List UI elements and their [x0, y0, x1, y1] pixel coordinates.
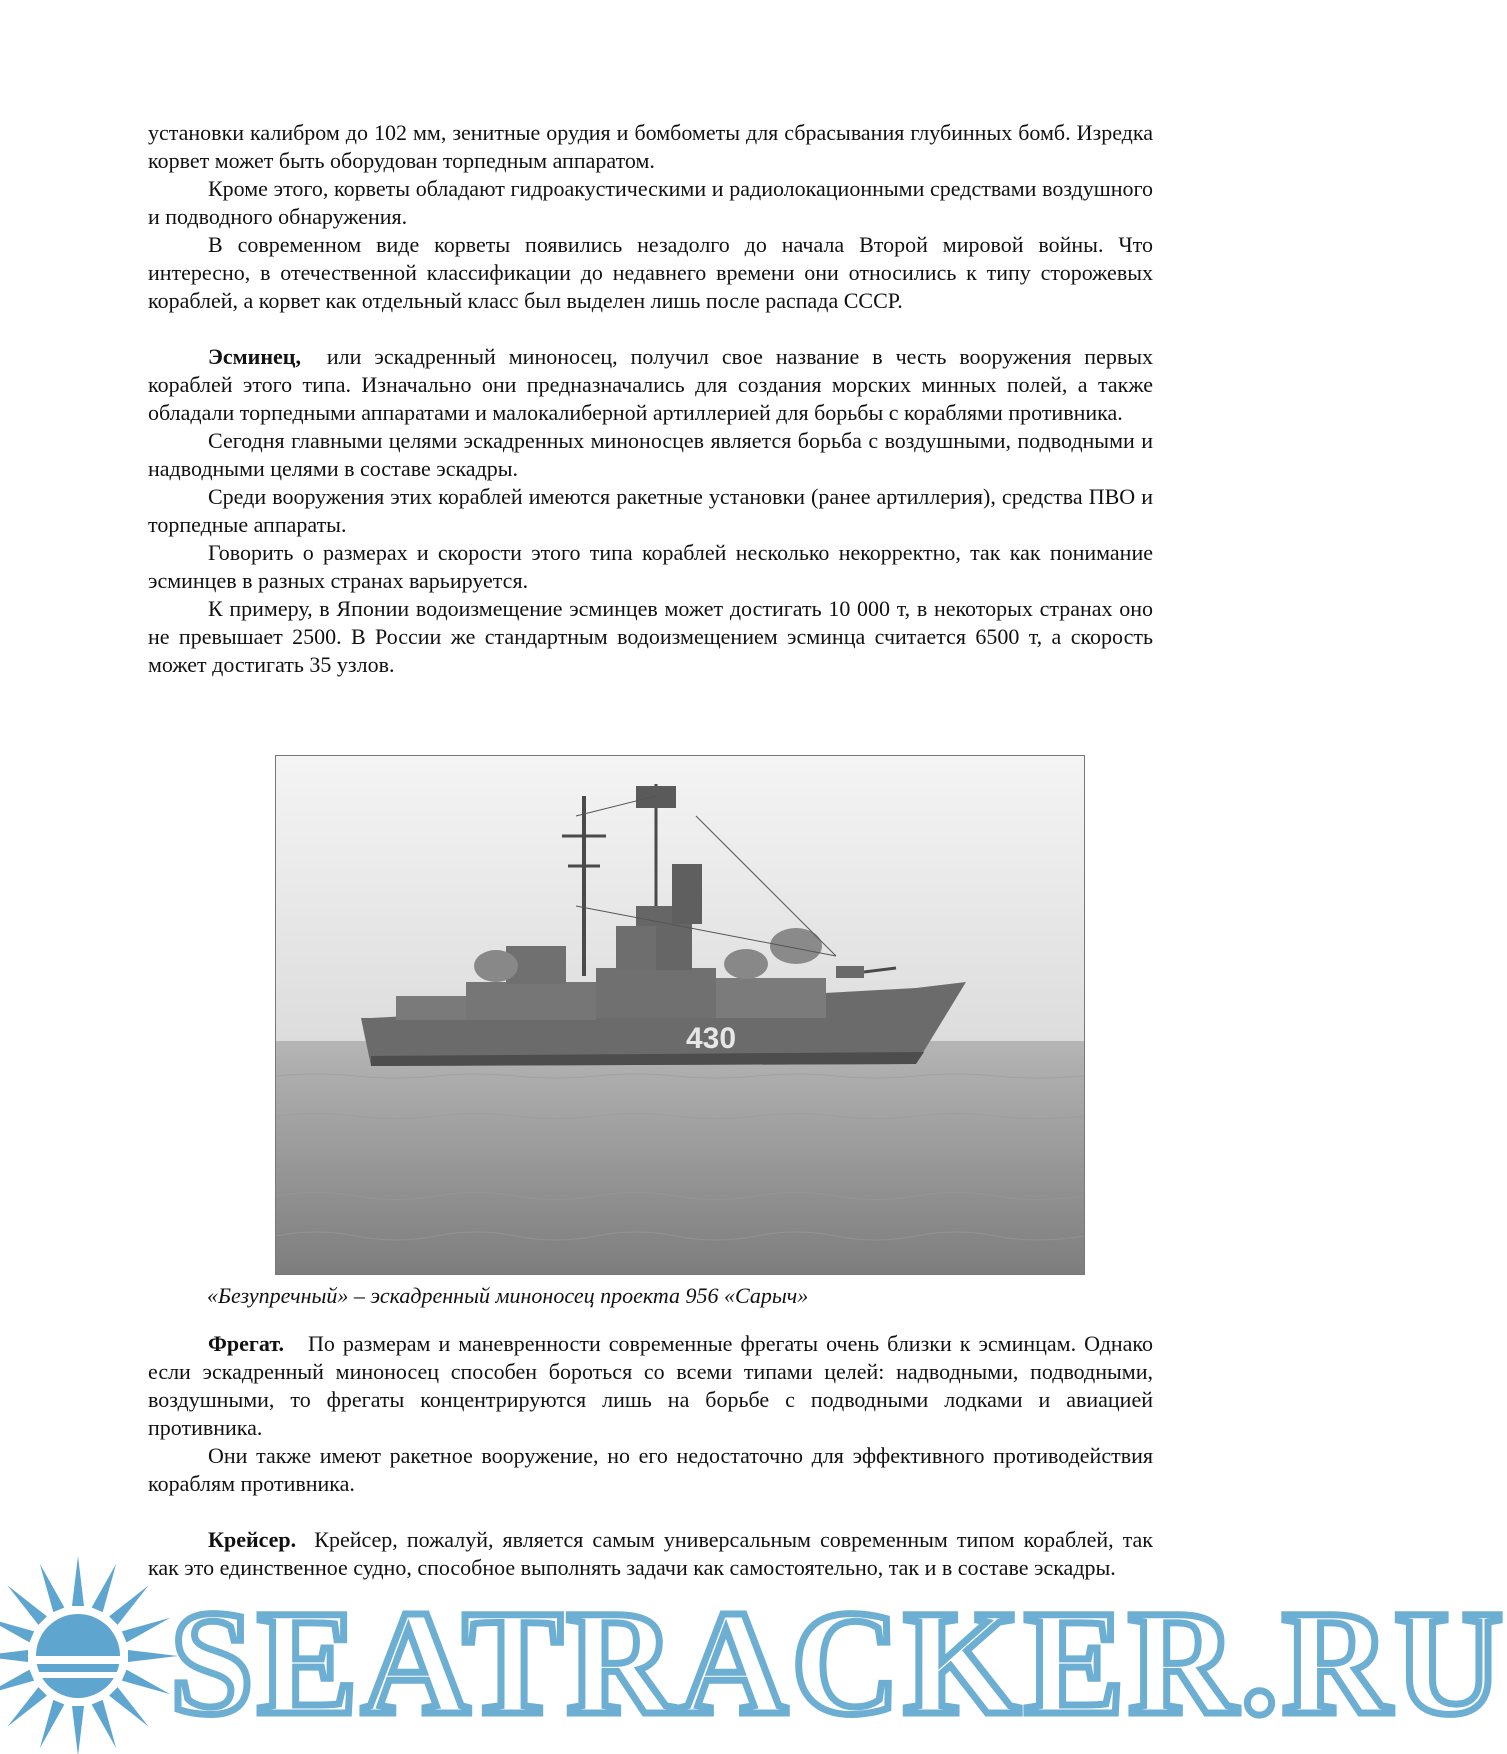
- destroyer-intro-text: или эскадренный миноносец, получил свое название в честь вооружения первых кораблей этого типа. Изначально они предназначались для создания морских минных полей, а также обладали торпедными аппаратами и малокалиберной артиллерией для борьбы с кораблями противника.: [148, 344, 1153, 425]
- term-cruiser: Крейсер.: [208, 1527, 297, 1552]
- photo-caption: «Безупречный» – эскадренный миноносец проекта 956 «Сарыч»: [207, 1283, 809, 1308]
- paragraph-frigate-weapons: Они также имеют ракетное вооружение, но его недостаточно для эффективного противодействия кораблям противника.: [148, 1443, 1153, 1496]
- paragraph-corvette-history: В современном виде корветы появились незадолго до начала Второй мировой войны. Что интересно, в отечественной классификации до недавнего времени они относились к типу сторожевых кораблей, а корвет как отдельный класс был выделен лишь после распада СССР.: [148, 232, 1153, 313]
- text-block-top: [148, 119, 1153, 679]
- hull-number: 430: [686, 1022, 737, 1055]
- text-block-bottom: [148, 1330, 1153, 1582]
- watermark-text: SEATRACKER.RU: [170, 1580, 1507, 1746]
- term-frigate: Фрегат.: [208, 1331, 284, 1356]
- paragraph-frigate-intro: [148, 1330, 1153, 1442]
- frigate-intro-text: По размерам и маневренности современные фрегаты очень близки к эсминцам. Однако если эскадренный миноносец способен бороться со всеми типами целей: надводными, подводными, воздушными, то фрегаты концентрируются лишь на борьбе с подводными лодками и авиацией противника.: [148, 1331, 1153, 1440]
- paragraph-destroyer-intro: [148, 343, 1153, 427]
- cruiser-intro-text: Крейсер, пожалуй, является самым универсальным современным типом кораблей, так как это единственное судно, способное выполнять задачи как самостоятельно, так и в составе эскадры.: [148, 1527, 1153, 1580]
- destroyer-photo: [275, 755, 1085, 1275]
- paragraph-destroyer-weapons: Среди вооружения этих кораблей имеются ракетные установки (ранее артиллерия), средства ПВО и торпедные аппараты.: [148, 484, 1153, 537]
- paragraph-destroyer-size: Говорить о размерах и скорости этого типа кораблей несколько некорректно, так как понимание эсминцев в разных странах варьируется.: [148, 540, 1153, 593]
- destroyer-illustration: [276, 756, 1084, 1274]
- term-destroyer: Эсминец,: [208, 344, 301, 369]
- paragraph-destroyer-goals: Сегодня главными целями эскадренных миноносцев является борьба с воздушными, подводными и надводными целями в составе эскадры.: [148, 428, 1153, 481]
- paragraph-corvette-detection: Кроме этого, корветы обладают гидроакустическими и радиолокационными средствами воздушного и подводного обнаружения.: [148, 176, 1153, 229]
- paragraph-corvette-armament: установки калибром до 102 мм, зенитные орудия и бомбометы для сбрасывания глубинных бомб. Изредка корвет может быть оборудован торпедным аппаратом.: [148, 120, 1153, 173]
- paragraph-destroyer-displacement: К примеру, в Японии водоизмещение эсминцев может достигать 10 000 т, в некоторых странах оно не превышает 2500. В России же стандартным водоизмещением эсминца считается 6500 т, а скорость может достигать 35 узлов.: [148, 596, 1153, 677]
